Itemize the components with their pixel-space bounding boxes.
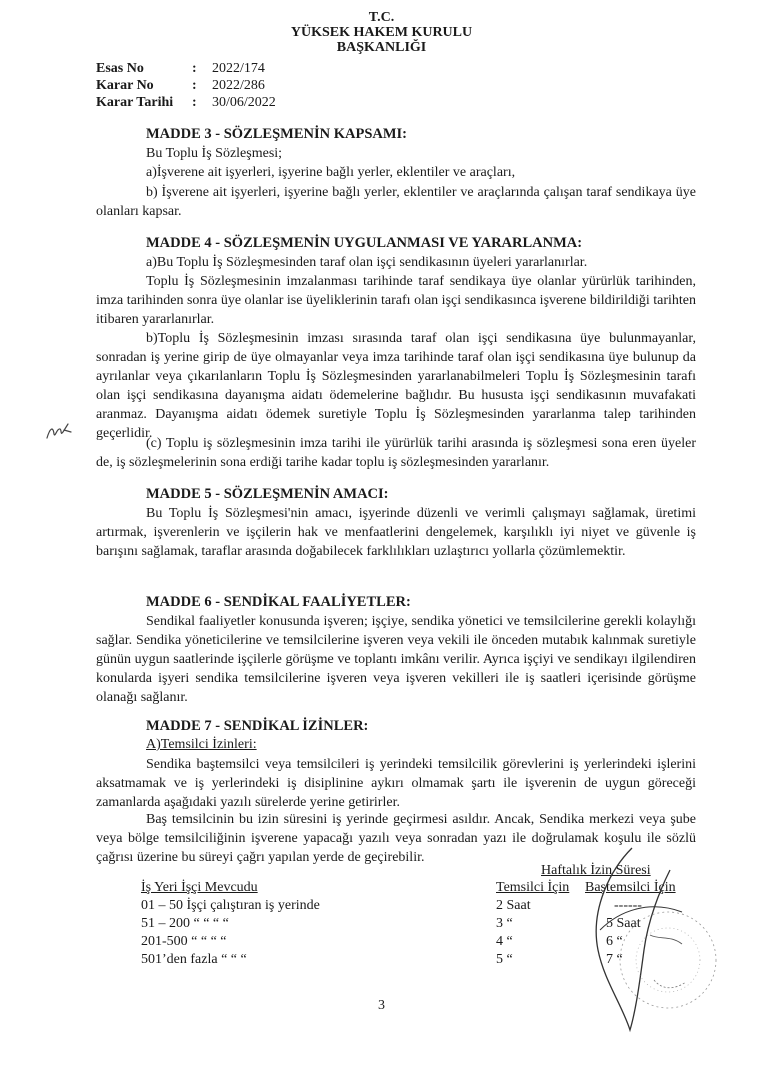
table-col-temsilci: Temsilci İçin [496, 880, 570, 895]
madde6-para: Sendikal faaliyetler konusunda işveren; işçiye, sendika yönetici ve temsilcilerine gerekli kolaylığı sağlar. Sendika yöneticilerine ve temsilcilerine işveren veya vekili ile önceden mutabık kalınmak suretiyle günün uygun saatlerinde işçilerle görüşme ve toplantı imkânı verilir. Ayrıca işçiyi ve sendikayı ilgilendiren konularda işyeri sendika temsilcilerine işveren veya işveren vekilleri ile iş saatleri içerisinde görüşme olanağı sağlanır. [96, 614, 696, 705]
meta-colon: : [192, 78, 197, 93]
madde4-para-c: (c) Toplu iş sözleşmesinin imza tarihi ile yürürlük tarihi arasında iş sözleşmesi sona eren üyeler de, iş sözleşmelerinin sona erdiği tarihe kadar toplu iş sözleşmesinden yararlanır. [96, 436, 696, 470]
meta-value: 2022/286 [212, 78, 265, 93]
madde5-title: MADDE 5 - SÖZLEŞMENİN AMACI: [146, 486, 389, 502]
madde7-title: MADDE 7 - SENDİKAL İZİNLER: [146, 718, 369, 734]
table-row-temsilci: 4 “ [496, 934, 513, 949]
madde3-title: MADDE 3 - SÖZLEŞMENİN KAPSAMI: [146, 126, 408, 142]
table-row-bas: 6 “ [606, 934, 623, 949]
meta-row-tarih [96, 94, 276, 111]
table-row-temsilci: 3 “ [496, 916, 513, 931]
table-row-range: 01 – 50 İşçi çalıştıran iş yerinde [141, 898, 320, 913]
table-row-temsilci: 2 Saat [496, 898, 531, 913]
madde4-para-b: b)Toplu İş Sözleşmesinin imzası sırasında taraf olan işçi sendikasına üye bulunmayanlar, sonradan iş yerine girip de üye olmayanlar veya imza tarihinde taraf olan işçi sendikasına üye bulunup da ayrılanlar veya çıkarılanların Toplu İş Sözleşmesinden yararlanabilmeleri Toplu İş Sözleşmesinin tarafı olan işçi sendikasına dayanışma aidatı ödemelerine bağlıdır. Bu hususta işçi sendikasının muvafakati aranmaz. Dayanışma aidatı ödemek suretiyle Toplu İş Sözleşmesinden yararlanma talep tarihinden geçerlidir. [96, 331, 696, 441]
meta-row-karar [96, 77, 276, 94]
madde5-para: Bu Toplu İş Sözleşmesi'nin amacı, işyerinde düzenli ve verimli çalışmayı sağlamak, üretimi artırmak, işverenlerin ve işçilerin hak ve menfaatlerini dengelemek, karşılıklı iyi niyet ve güvenle iş barışını sağlamak, taraflar arasında doğabilecek farklılıkları uzlaştırıcı yollarla çözümlemektir. [96, 506, 696, 559]
table-col-workers: İş Yeri İşçi Mevcudu [141, 880, 258, 895]
meta-label: Karar Tarihi [96, 95, 174, 110]
madde4-para-a: a)Bu Toplu İş Sözleşmesinden taraf olan işçi sendikasının üyeleri yararlanırlar. [146, 255, 588, 270]
meta-row-esas [96, 60, 276, 77]
madde4-title: MADDE 4 - SÖZLEŞMENİN UYGULANMASI VE YARARLANMA: [146, 235, 583, 251]
table-row-temsilci: 5 “ [496, 952, 513, 967]
handwritten-initials-icon [44, 420, 74, 442]
page-number: 3 [378, 998, 385, 1013]
madde3-item-a: a)İşverene ait işyerleri, işyerine bağlı yerler, eklentiler ve araçları, [146, 165, 516, 180]
header-office: BAŞKANLIĞI [336, 40, 427, 55]
meta-colon: : [192, 95, 197, 110]
table-row-bas: ------ [614, 898, 642, 913]
table-row-range: 501’den fazla “ “ “ [141, 952, 247, 967]
madde3-intro: Bu Toplu İş Sözleşmesi; [146, 146, 283, 161]
signature-stamp-icon [570, 840, 720, 1040]
meta-value: 2022/174 [212, 61, 265, 76]
madde6-title: MADDE 6 - SENDİKAL FAALİYETLER: [146, 594, 411, 610]
table-row-range: 201-500 “ “ “ “ [141, 934, 227, 949]
table-row-range: 51 – 200 “ “ “ “ [141, 916, 229, 931]
table-row-bas: 7 “ [606, 952, 623, 967]
header-institution: YÜKSEK HAKEM KURULU [290, 25, 473, 40]
madde4-para-2: Toplu İş Sözleşmesinin imzalanması tarihinde taraf sendikaya üye olanlar yürürlük tarihinden, imza tarihinden sonra üye olanlar ise üyeliklerinin tarafı olan işçi sendikasınca işverene bildirildiği tarihten itibaren yararlanırlar. [96, 274, 696, 327]
madde7-para-2: Baş temsilcinin bu izin süresini iş yerinde geçirmesi asıldır. Ancak, Sendika merkezi veya şube veya bölge temsilciliğinin işverene yapacağı yazılı veya sonradan yazı ile doğrulamak koşulu ile sözlü çağrısı üzerine bu süreyi çağrı yapılan yerde de geçirebilir. [96, 812, 696, 865]
meta-label: Esas No [96, 61, 144, 76]
meta-colon: : [192, 61, 197, 76]
table-col-bastemsilci: Baştemsilci İçin [585, 880, 676, 895]
meta-value: 30/06/2022 [212, 95, 276, 110]
madde7-para-1: Sendika baştemsilci veya temsilcileri iş yerindeki temsilcilik görevlerini iş yerlerindeki işlerini aksatmamak ve iş yerlerindeki iş disiplinine aykırı olmamak şartı ile işverenin de uygun göreceği zamanlarda aşağıdaki yazılı sürelerde yerine getirirler. [96, 757, 696, 810]
header-tc: T.C. [368, 10, 395, 25]
meta-label: Karar No [96, 78, 154, 93]
table-row-bas: 5 Saat [606, 916, 641, 931]
madde3-item-b: b) İşverene ait işyerleri, işyerine bağlı yerler, eklentiler ve araçlarında çalışan taraf sendikaya üye olanları kapsar. [96, 185, 696, 219]
madde7-subtitle: A)Temsilci İzinleri: [146, 737, 257, 752]
case-meta [96, 60, 276, 111]
table-header-top: Haftalık İzin Süresi [541, 863, 651, 878]
